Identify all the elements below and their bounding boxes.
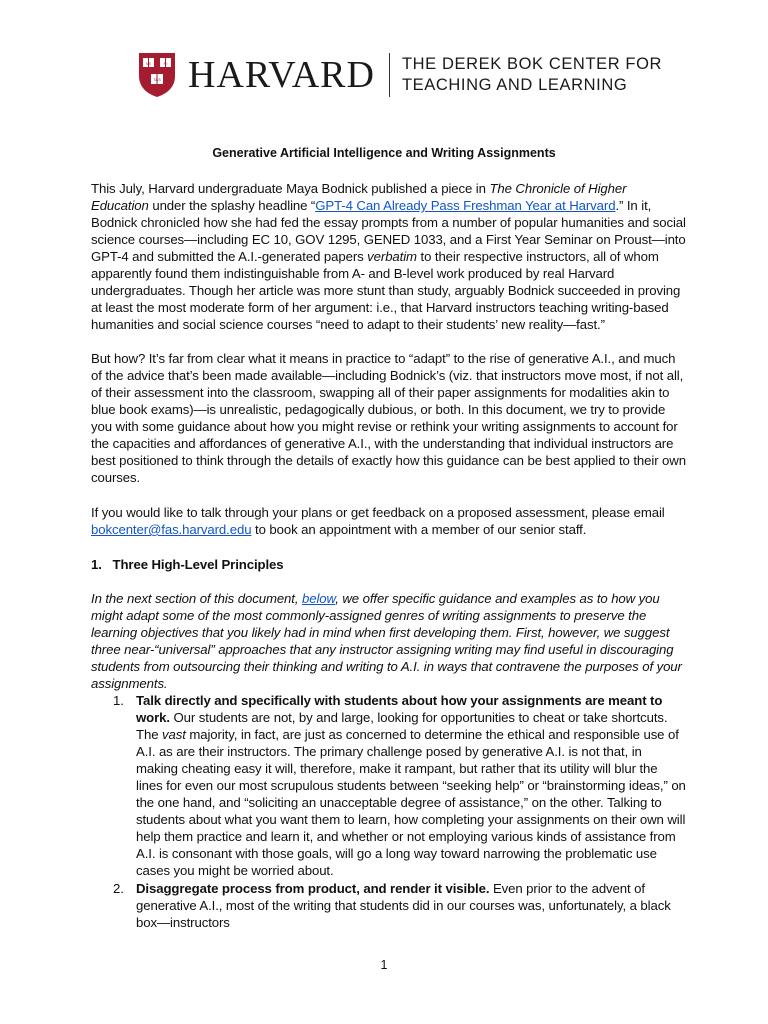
paragraph-contact: If you would like to talk through your plans or get feedback on a proposed assessment, please email bokcenter@fas.harvard.edu to book an appointment with a member of our senior staff.	[91, 505, 665, 537]
center-name	[402, 54, 662, 96]
list-item: 2. Disaggregate process from product, and render it visible. Even prior to the advent of generative A.I., most of the writing that students did in our courses was, unfortunately, a black box—instructors	[113, 881, 671, 930]
center-name-line1: THE DEREK BOK CENTER FOR	[401, 55, 663, 73]
headline-link[interactable]: GPT-4 Can Already Pass Freshman Year at Harvard	[315, 198, 616, 213]
list-item-number: 1.	[113, 693, 124, 708]
publication-name: The Chronicle of Higher Education	[91, 181, 627, 213]
section-number: 1.	[91, 557, 102, 572]
principle-heading: Disaggregate process from product, and render it visible.	[136, 881, 490, 896]
list-item-number: 2.	[113, 881, 124, 896]
section-title: Three High-Level Principles	[112, 557, 284, 572]
svg-text:TAS: TAS	[153, 77, 161, 82]
below-link[interactable]: below	[302, 591, 336, 606]
page-number: 1	[380, 958, 388, 972]
svg-text:RI: RI	[163, 61, 168, 66]
email-link[interactable]: bokcenter@fas.harvard.edu	[91, 522, 252, 537]
header-divider	[389, 53, 390, 97]
list-item: 1. Talk directly and specifically with students about how your assignments are meant to work. Our students are not, by and large, looking for opportunities to cheat or take shortcuts. The vast majority, in fact, are just as concerned to determine the ethical and responsible use of A.I. as are their instructors. The primary challenge posed by generative A.I. is not that, in making cheating easy it will, therefore, make it rampant, but rather that its utility will blur the lines for even our most scrupulous students between “seeking help” or “brainstorming ideas,” on the one hand, and “soliciting an unacceptable degree of assistance,” on the other. Talking to students about what you want them to learn, how completing your assignments on their own will help them practice and learn it, and whether or not employing various kinds of assistance from A.I. is consonant with those goals, will go a long way toward narrowing the problematic use cases you might be worried about.	[113, 693, 686, 878]
paragraph-intro: This July, Harvard undergraduate Maya Bodnick published a piece in The Chronicle of Higher Education under the splashy headline “GPT-4 Can Already Pass Freshman Year at Harvard.” In it, Bodnick chronicled how she had fed the essay prompts from a number of popular humanities and social science courses—including EC 10, GOV 1295, GENED 1033, and a First Year Seminar on Proust—into GPT-4 and submitted the A.I.-generated papers verbatim to their respective instructors, all of whom apparently found them indistinguishable from A- and B-level work produced by real Harvard undergraduates. Though her article was more stunt than study, arguably Bodnick succeeded in proving at least the most moderate form of her argument: i.e., that Harvard instructors teaching writing-based humanities and social science courses “need to adapt to their students’ new reality—fast.”	[91, 181, 686, 332]
page-header	[138, 52, 662, 98]
section-intro: In the next section of this document, below, we offer specific guidance and examples as to how you might adapt some of the most commonly-assigned genres of writing assignments to preserve the learning objectives that you likely had in mind when first developing them. First, however, we suggest three near-“universal” approaches that any instructor assigning writing may find useful in discouraging students from outsourcing their thinking and writing to A.I. in ways that contravene the purposes of your assignments.	[91, 591, 682, 691]
center-name-line2: TEACHING AND LEARNING	[401, 76, 628, 94]
paragraph-how: But how? It’s far from clear what it means in practice to “adapt” to the rise of generative A.I., and much of the advice that’s been made available—including Bodnick’s (viz. that instructors move most, if not all, of their assessment into the classroom, swapping all of their paper assignments for modalities akin to blue book exams)—is unrealistic, pedagogically dubious, or both. In this document, we try to provide you with some guidance about how you might revise or rethink your writing assignments to account for the capacities and affordances of generative A.I., with the understanding that individual instructors are best positioned to think through the details of exactly how this guidance can be best applied to their own courses.	[91, 351, 686, 485]
section-heading	[91, 556, 687, 573]
shield-text: VE	[145, 61, 152, 66]
harvard-shield-logo	[138, 52, 176, 98]
harvard-wordmark: HARVARD	[188, 54, 375, 96]
principle-heading: Talk directly and specifically with students about how your assignments are meant to work.	[136, 693, 663, 725]
document-title: Generative Artificial Intelligence and Writing Assignments	[212, 146, 556, 160]
